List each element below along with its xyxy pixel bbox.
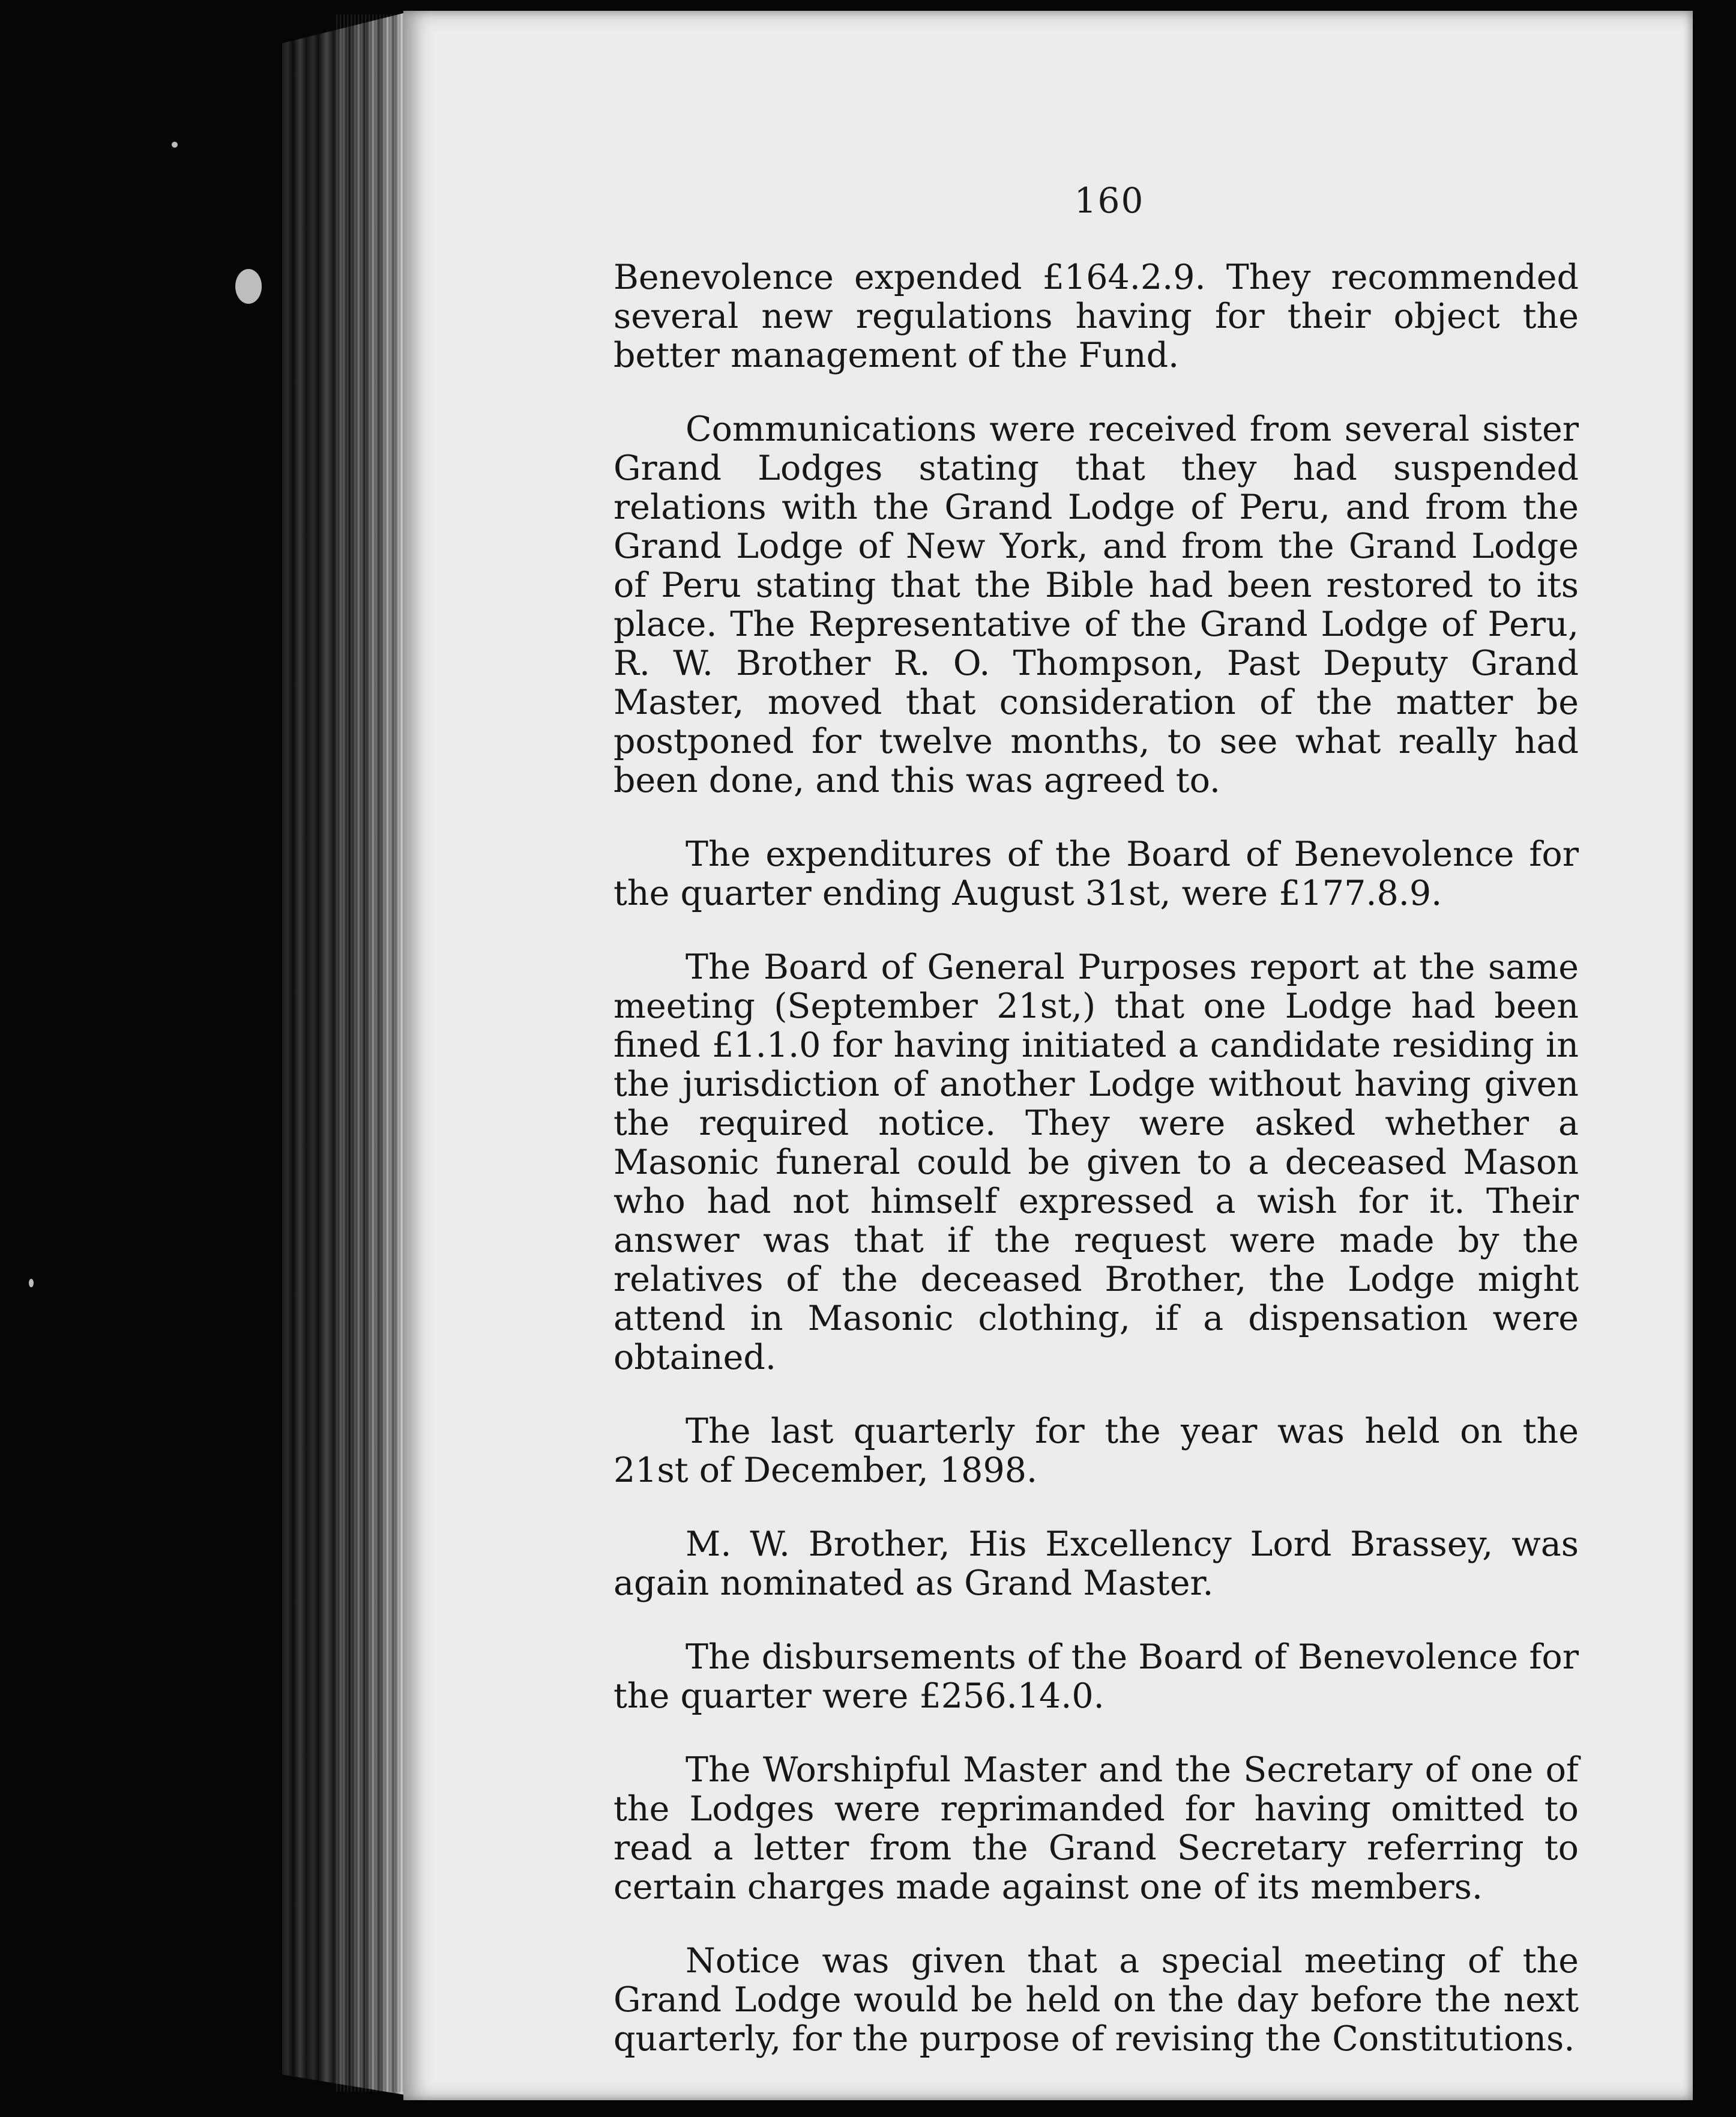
page-body-text (613, 258, 1579, 2094)
paragraph: Communications were received from several sister Grand Lodges stating that they had suspended relations with the Grand Lodge of Peru, and from the Grand Lodge of New York, and from the Grand Lodge of Peru stating that the Bible had been restored to its place. The Representative of the Grand Lodge of Peru, R. W. Brother R. O. Thompson, Past Deputy Grand Master, moved that consideration of the matter be postponed for twelve months, to see what really had been done, and this was agreed to. (613, 409, 1579, 800)
paragraph: The last quarterly for the year was held on the 21st of December, 1898. (613, 1412, 1579, 1490)
paragraph: M. W. Brother, His Excellency Lord Brassey, was again nominated as Grand Master. (613, 1524, 1579, 1603)
paragraph: The expenditures of the Board of Benevolence for the quarter ending August 31st, were £177.8.9. (613, 835, 1579, 913)
book-page-edges-texture (336, 14, 408, 2092)
page-number: 160 (1074, 180, 1145, 221)
dust-speck (29, 1279, 34, 1287)
paragraph: The Worshipful Master and the Secretary of one of the Lodges were reprimanded for having omitted to read a letter from the Grand Secretary referring to certain charges made against one of its members. (613, 1750, 1579, 1907)
dust-speck (235, 269, 262, 304)
paragraph: The Board of General Purposes report at the same meeting (September 21st,) that one Lodge had been fined £1.1.0 for having initiated a candidate residing in the jurisdiction of another Lodge without having given the required notice. They were asked whether a Masonic funeral could be given to a deceased Mason who had not himself expressed a wish for it. Their answer was that if the request were made by the relatives of the deceased Brother, the Lodge might attend in Masonic clothing, if a dispensation were obtained. (613, 947, 1579, 1377)
paragraph: Benevolence expended £164.2.9. They recommended several new regulations having for their object the better management of the Fund. (613, 258, 1579, 375)
paragraph: The disbursements of the Board of Benevolence for the quarter were £256.14.0. (613, 1637, 1579, 1716)
dust-speck (172, 142, 178, 148)
paragraph: Notice was given that a special meeting of the Grand Lodge would be held on the day before the next quarterly, for the purpose of revising the Constitutions. (613, 1941, 1579, 2059)
